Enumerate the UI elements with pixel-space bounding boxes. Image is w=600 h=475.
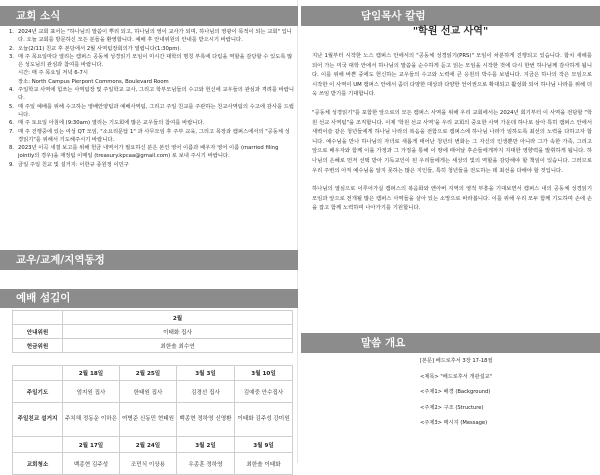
- news-item: [4, 144, 294, 161]
- prayer-cell: 김예중 안수집사: [235, 381, 293, 403]
- outline-line: <제목> "베드로후서 개관설교": [420, 373, 492, 380]
- column-paragraph: "공동체 성경읽기"를 포함한 앞으로의 모든 캠퍼스 사역을 위해 우리 교회에서는 2024년 회기부터 이 사역을 전담할 "학원 선교 사역팀"을 조직합니다. 이제 '학원 선교 사역'을 우리 교회의 중요한 사역 가운데 하나로 삼아 특히 캠퍼스 안에서 새벽이슬 같은 청년들에게 하나님 나라의 복음을 전함으로 캠퍼스에 하나님 나라가 임하도록 최선의 노력을 다하고자 합니다. 예수님을 만나 하나님의 자녀로 새롭게 태어난 청년의 변화는 그 자신의 인생뿐만 아니라 그가 속한 가족, 그리고 앞으로 배우자와 함께 이룰 가정과 그 가정을 통해 이 땅에 태어날 후손들에게까지 지대한 영향력을 발휘하게 됩니다. 하나님의 은혜로 먼저 선택 받아 기독교인이 된 우리들에게는 세상의 빛의 역할을 감당해야 할 책임이 있습니다. 그러므로 우리 주변의 아직 예수님을 알지 못하는 많은 지인들, 특히 청년들을 전도하는 데 최선을 다해야 할 것입니다.: [312, 109, 592, 174]
- news-item-number: 8.: [8, 145, 14, 152]
- news-item-number: [4, 69, 18, 77]
- week-header: 2월 24일: [120, 437, 177, 453]
- offering-value: 최한솔 최수연: [63, 339, 293, 353]
- cleaning-label: 교회청소: [13, 453, 63, 475]
- cleaning-cell: 백종현 김주성: [63, 453, 120, 475]
- news-item-text: 시간: 매 주 목요일 저녁 6-7시: [18, 70, 89, 77]
- spacer-row: [13, 353, 293, 366]
- column-heading: "학원 선교 사역": [412, 26, 489, 37]
- news-item-text: 매 주 토요일 아침에 (9:30am) 열리는 기도회에 많은 교우들의 참여를 바랍니다.: [18, 120, 205, 127]
- empty-cell: [13, 437, 63, 453]
- outline-title: 말씀 개요: [301, 333, 600, 353]
- offering-table: [12, 310, 293, 475]
- offering-title: 예배 섬김이: [0, 289, 298, 308]
- empty-cell: [13, 311, 63, 325]
- news-item: [4, 103, 294, 120]
- outline-line: <주제2> 구조 (Structure): [420, 404, 484, 411]
- news-item-number: 1.: [8, 29, 14, 35]
- outline-line: [본문] 베드로후서 3장 17-18절: [420, 358, 493, 364]
- news-item-number: [4, 78, 18, 86]
- news-item: [4, 78, 294, 86]
- news-item: [4, 86, 294, 103]
- news-item-text: 매 주 진행중에 있는 여성 QT 모임, "소요리문답 1" 과 사무모임 후 주부 교육, 그리고 목장과 캠퍼스에서의 "공동체 성경읽기"를 위해서 기도해주시기 바랍니다.: [18, 128, 290, 143]
- news-item: [4, 28, 294, 45]
- news-item: [4, 53, 294, 70]
- week-header: 3월 10일: [235, 366, 293, 381]
- usher-label: 안내위원: [13, 325, 63, 339]
- fellowship-label: 주일친교 설거지: [13, 403, 63, 437]
- fellowship-cell: 여병준 신동민 현태원: [120, 403, 177, 437]
- news-item-text: 2024년 교회 표어는 "하나님의 말씀이 뿌리 되고, 하나님의 영이 교사가 되며, 하나님의 영광이 목적이 되는 교회" 입니다. 오늘 교회를 방문하신 모든 분들을 환영합니다. 예배 후 안내위원의 안내를 받으시기 바랍니다.: [18, 29, 292, 44]
- news-item-number: 5.: [8, 103, 14, 110]
- news-item-text: 금일 주일 친교 및 설거지: 이한규 종원정 이민구: [18, 161, 129, 168]
- news-item-text: 오늘(2/11) 친교 후 본당에서 2월 사역팀장회의가 열립니다(1:30pm).: [18, 45, 182, 52]
- month-header: 2월: [63, 311, 293, 325]
- outline-line: <주제3> 메시지 (Message): [420, 420, 488, 426]
- week-header: 3월 9일: [235, 437, 293, 453]
- news-item-number: 9.: [8, 161, 14, 168]
- cleaning-cell: 조민식 이상용: [120, 453, 177, 475]
- news-item: [4, 128, 294, 145]
- week-header: 3월 2일: [177, 437, 235, 453]
- prayer-label: 주일기도: [13, 381, 63, 403]
- prayer-cell: 김경선 집사: [177, 381, 235, 403]
- news-item: [4, 119, 294, 127]
- news-item: [4, 69, 294, 77]
- news-item: [4, 161, 294, 169]
- fellowship-cell: 주치해 정동운 이하은: [63, 403, 120, 437]
- outline-list: [420, 354, 520, 432]
- week-header: 2월 17일: [63, 437, 120, 453]
- fellowship-cell: 이태화 김주성 강미원: [235, 403, 293, 437]
- news-list: [4, 28, 294, 169]
- offering-label: 헌금위원: [13, 339, 63, 353]
- cleaning-cell: 우종훈 정하영: [177, 453, 235, 475]
- news-title: 교회 소식: [0, 6, 298, 26]
- news-item-text: 장소: North Campus Pierpont Commons, Boulevard Room: [18, 78, 169, 85]
- column-paragraph: 하나님의 열심으로 이루어가실 캠퍼스의 복음화와 앤아버 지역의 영적 부흥을 기대보면서 캠퍼스 내의 공동체 성경읽기 모임과 앞으로 전개될 많은 캠퍼스 사역들을 살아 있는 소망으로 바라봅니다. 이를 위해 우리 모두 함께 기도하며 손에 손을 잡고 함께 노력하며 나아가기를 기원합니다.: [312, 186, 592, 212]
- left-column: [0, 0, 298, 468]
- week-header: 2월 25일: [120, 366, 177, 381]
- news-item-number: 3.: [8, 53, 14, 60]
- prayer-cell: 엄지원 집사: [63, 381, 120, 403]
- news-item-number: 2.: [8, 45, 14, 52]
- staff-section-title: 교우/교계/지역동정: [0, 250, 298, 270]
- news-item-number: 7.: [8, 128, 14, 135]
- news-item-text: 주일학교 사역에 힘쓰는 사역팀장 및 주일학교 교사, 그리고 학부모님들의 수고와 헌신에 교우들의 관심과 격려를 바랍니다.: [18, 87, 294, 102]
- news-item-text: 매 주일 예배를 위해 수고하는 영배안양팀과 예배사역팀, 그리고 주일 친교를 주관하는 친교사역팀의 수고에 감사를 드립니다.: [18, 103, 294, 118]
- fellowship-cell: 백종현 정하영 신영환: [177, 403, 235, 437]
- news-item: [4, 45, 294, 53]
- cleaning-cell: 최한솔 이태화: [235, 453, 293, 475]
- outline-line: <주제1> 배경 (Background): [420, 389, 491, 395]
- news-item-number: 6.: [8, 120, 14, 127]
- week-header: 3월 3일: [177, 366, 235, 381]
- news-item-number: 4.: [8, 87, 14, 94]
- column-title: 담임목사 칼럼: [301, 6, 600, 26]
- empty-cell: [13, 366, 63, 381]
- usher-value: 이태화 집사: [63, 325, 293, 339]
- week-header: 2월 18일: [63, 366, 120, 381]
- column-paragraph: 지난 1월부터 시작한 노스 캠퍼스 안에서의 "공동체 성경읽기(PRS)" 모임이 차분하게 진행되고 있습니다. 합치 새해를 되어 가는 미국 대학 안에서 하나님의 말씀을 순수하게 듣고 읽는 모임을 시작한 것에 다시 한번 하나님께 감사하게 됩니다. 이를 위해 바쁜 중에도 헌신하는 교우들의 수고와 노력에 큰 응원의 박수를 보냅니다. 지금은 하나의 작은 모임으로 시작한 이 사역이 UM 캠퍼스 안에서 좀더 다양한 대상과 다양한 언어권으로 확대되고 활성화 되어 하나님 나라를 위해 더욱 쓰임 받기를 기대합니다.: [312, 53, 593, 98]
- column-body: [312, 52, 592, 223]
- news-item-text: 매 주 목요일마다 열리는 캠퍼스 공동체 성경읽기 모임이 미시간 대학의 명칭 부록에 다림을 역할을 감당할 수 있도록 많은 성도님의 관심과 참여를 바랍니다.: [18, 53, 293, 69]
- prayer-cell: 한태원 집사: [120, 381, 177, 403]
- news-item-text: 2023년 이곡 새결 보고를 위해 헌금 내역서가 필요하신 분은 본인 영어 이름과 배우자 영어 이름 (married filing jointly의 경우)을 재정팀 이메일 (treasury.kpcaa@gmail.com) 로 보내 주시기 바랍니다.: [18, 145, 279, 160]
